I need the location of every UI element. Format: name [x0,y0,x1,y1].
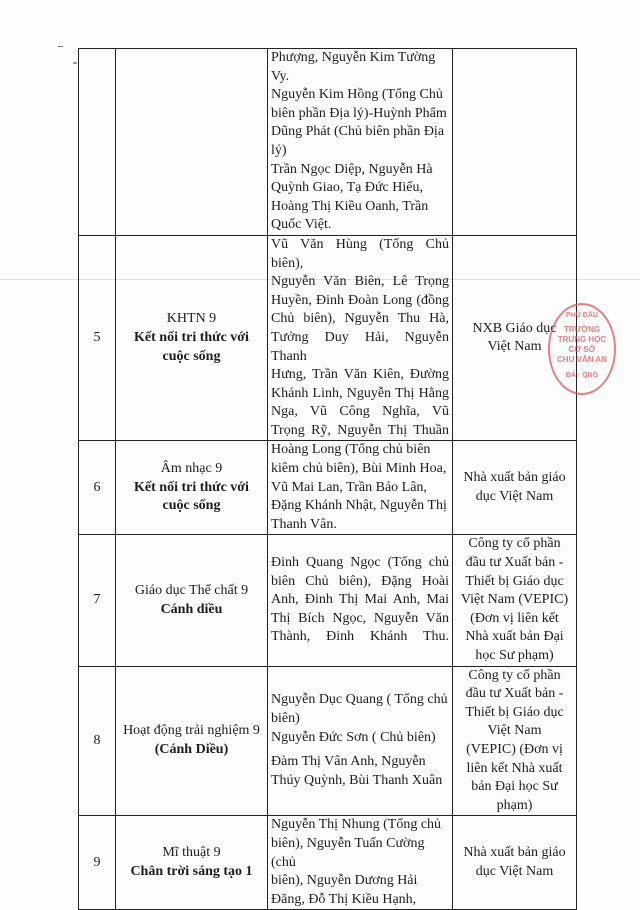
publisher-line: Thiết bị Giáo dục [465,573,564,589]
publisher-line: đầu tư Xuất bản - [465,686,564,702]
author-line: biên Chủ biên), Đặng Hoài [271,573,449,589]
author-line: Hoàng Long (Tổng chủ biên [271,442,431,458]
author-line: Tưởng Duy Hải, Nguyễn Thanh [271,329,449,364]
publisher-line: đầu tư Xuất bản - [465,555,564,571]
publisher-line: (VEPIC) (Đơn vị [466,741,563,757]
row-number-cell: 8 [79,666,116,816]
subject-cell [116,535,268,666]
authors-cell [268,535,453,666]
margin-mark [58,46,63,47]
authors-cell [268,666,453,816]
series-name: (Cánh Diều) [154,741,229,757]
table-row [79,441,577,535]
author-line: Vũ Văn Hùng (Tổng Chủ biên), [271,236,449,271]
publisher-line: Công ty cổ phần [468,536,561,552]
author-line: biên) [271,711,300,727]
authors-cell [268,441,453,535]
publisher-cell [453,441,577,535]
author-line: biên), Nguyễn Dương Hải [271,873,418,889]
publisher-line: liên kết Nhà xuất [466,760,563,776]
series-name: Cánh diều [160,601,223,617]
seal-bottom-text: ĐÁ · QNG [565,372,599,379]
textbook-table [78,48,577,910]
author-line: kiêm chủ biên), Bùi Minh Hoa, [271,461,447,477]
subject-name: Giáo dục Thể chất 9 [134,582,249,598]
seal-line: CHU VĂN AN [557,355,607,364]
publisher-line: Công ty cổ phần [468,667,561,683]
author-line: lý) [271,142,287,158]
publisher-line: dục Việt Nam [475,863,554,879]
author-line: Đinh Quang Ngọc (Tổng chủ [271,555,449,571]
author-line: Đặng Khánh Nhật, Nguyễn Thị [271,498,447,514]
author-line: Thị Bích Ngọc, Nguyễn Văn [271,610,449,626]
subject-cell [116,235,268,441]
author-line: Hoàng Thị Kiều Oanh, Trần [271,198,429,214]
subject-name: Âm nhạc 9 [160,461,223,477]
publisher-line: Nhà xuất bản giáo [463,470,566,486]
publisher-line: Việt Nam [487,723,542,739]
subject-name: KHTN 9 [166,311,217,327]
row-number-cell: 5 [79,235,116,441]
author-line: biên phần Địa lý)-Huỳnh Phẩm [271,105,447,121]
subject-name: Mĩ thuật 9 [162,845,221,861]
series-name: Chân trời sáng tạo 1 [130,863,253,879]
publisher-line: Việt Nam (VEPIC) [460,592,569,608]
publisher-line: Nhà xuất bản giáo [463,845,566,861]
table-row [79,235,577,441]
publisher-cell [453,535,577,666]
seal-line: TRƯỜNG [563,325,601,334]
author-line: Đăng, Đỗ Thị Kiều Hạnh, [271,891,417,907]
author-line: Nguyễn Văn Biên, Lê Trọng [271,274,449,290]
seal-line: TRUNG HỌC [557,335,607,344]
author-line: Vũ Mai Lan, Trần Bảo Lân, [271,479,427,495]
author-line: Quốc Việt. [271,217,332,233]
publisher-line: dục Việt Nam [475,488,554,504]
row-number-cell [79,49,116,236]
row-number-cell: 7 [79,535,116,666]
author-line: Hưng, Trần Văn Kiên, Đường [271,367,449,383]
table-row [79,666,577,816]
author-line: Phượng, Nguyễn Kim Tường [271,50,436,65]
table-row [79,816,577,910]
author-line: Nguyễn Thị Nhung (Tổng chủ [271,817,442,833]
author-line: Trọng Rỹ, Nguyễn Thị Thuần [271,422,449,438]
publisher-line: Việt Nam [487,339,542,355]
publisher-cell [453,666,577,816]
publisher-line: Nhà xuất bản Đại [465,629,564,645]
author-line: Huyền, Đinh Đoàn Long (đồng [271,292,449,308]
author-line: Nguyễn Dục Quang ( Tổng chủ [271,692,448,708]
publisher-line: Thiết bị Giáo dục [465,704,564,720]
author-line: Vy. [271,68,290,84]
author-line: Quỳnh Giao, Tạ Đức Hiếu, [271,180,423,196]
subject-name: Hoạt động trải nghiệm 9 [123,723,260,739]
author-line: Nga, Vũ Công Nghĩa, Vũ [271,404,449,420]
author-line: Thanh Vân. [271,516,337,532]
author-line: Chủ biên), Nguyễn Thu Hà, [271,311,449,327]
author-line: Thúy Quỳnh, Bùi Thanh Xuân [271,772,443,788]
publisher-cell [453,816,577,910]
publisher-cell [453,49,577,236]
authors-cell [268,49,453,236]
publisher-line: phạm) [496,797,533,813]
author-line: Đàm Thị Vân Anh, Nguyễn [271,754,426,770]
seal-top-text: PHÚ ĐẦU [566,312,598,319]
publisher-line: NXB Giáo dục [472,320,557,336]
series-name: Kết nối tri thức với cuộc sống [134,479,249,514]
row-number-cell: 6 [79,441,116,535]
subject-cell [116,666,268,816]
author-line: biên), Nguyễn Tuấn Cường (chủ [271,835,425,870]
authors-cell [268,235,453,441]
author-line: Nguyễn Đức Sơn ( Chủ biên) [271,729,436,745]
author-line: Nguyễn Kim Hồng (Tổng Chủ [271,87,443,103]
table-row [79,49,577,236]
authors-cell [268,816,453,910]
author-line: Dũng Phát (Chủ biên phần Địa [271,124,445,140]
school-seal [548,303,616,395]
subject-cell [116,441,268,535]
margin-mark [73,62,77,64]
publisher-line: (Đơn vị liên kết [470,610,559,626]
author-line: Anh, Đinh Thị Mai Anh, Mai [271,592,449,608]
author-line: Khánh Linh, Nguyễn Thị Hằng [271,385,449,401]
publisher-line: học Sư phạm) [475,648,554,663]
row-number-cell: 9 [79,816,116,910]
publisher-line: bản Đại học Sư [471,779,558,795]
table-row [79,535,577,666]
subject-cell [116,49,268,236]
author-line: Trần Ngọc Diệp, Nguyễn Hà [271,161,433,177]
series-name: Kết nối tri thức với cuộc sống [134,329,249,364]
author-line: Thành, Đinh Khánh Thu. [271,629,449,645]
subject-cell [116,816,268,910]
seal-line: CƠ SỞ [568,345,596,354]
